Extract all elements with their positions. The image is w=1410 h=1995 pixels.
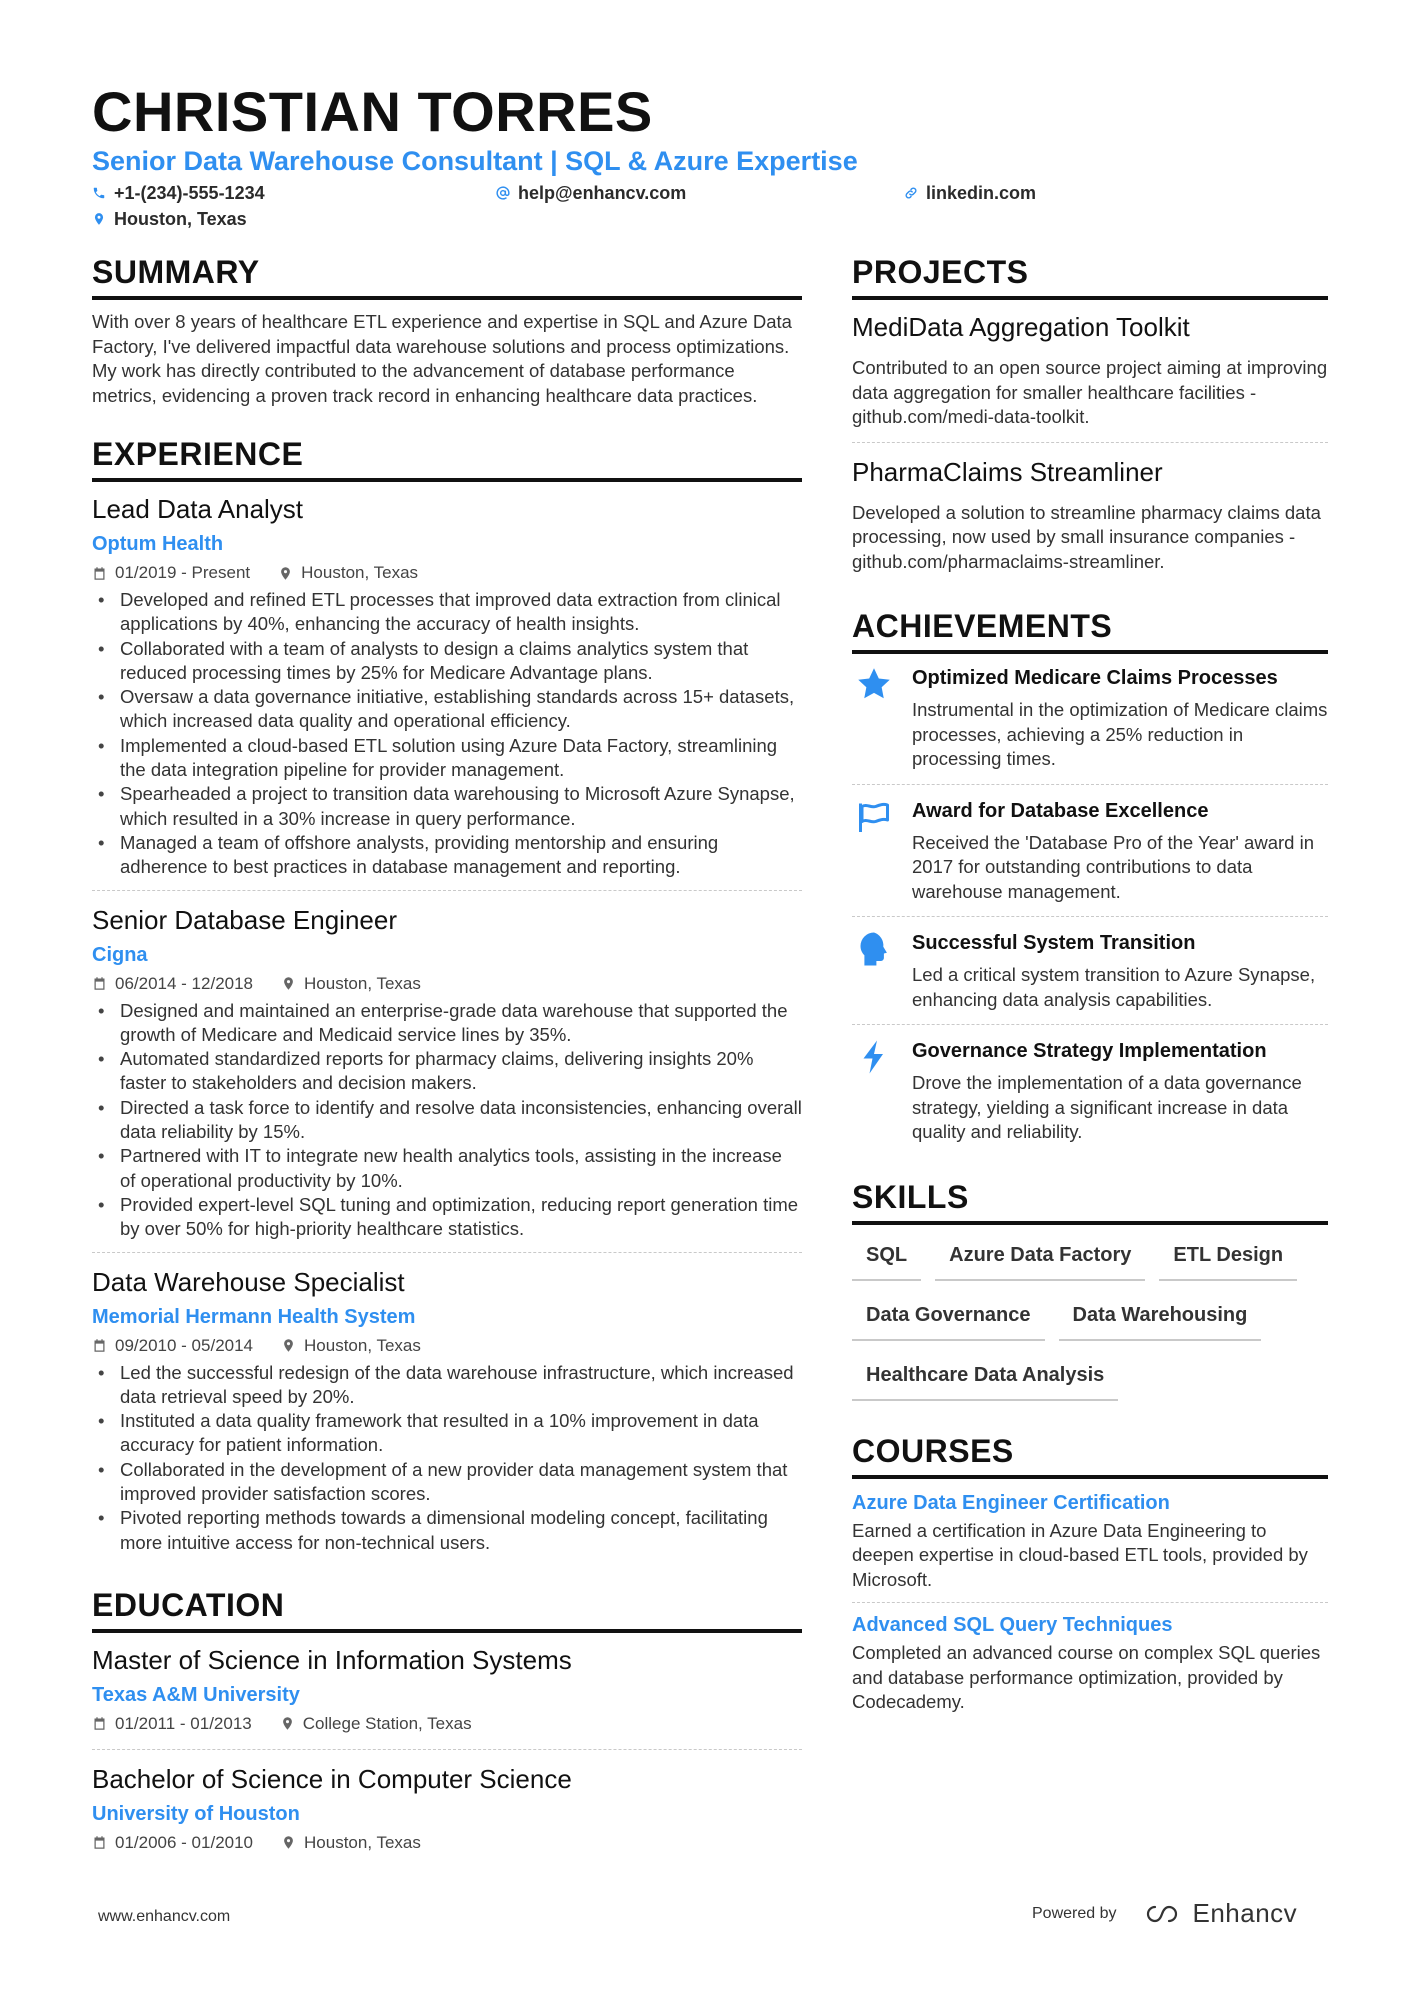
courses-heading: COURSES bbox=[852, 1431, 1328, 1479]
location-pin-icon bbox=[281, 1338, 296, 1353]
location-pin-icon bbox=[92, 212, 106, 226]
achievement-description: Instrumental in the optimization of Medicare claims processes, achieving a 25% reduction in processing times. bbox=[912, 699, 1328, 769]
achievement-title: Governance Strategy Implementation bbox=[912, 1040, 1267, 1062]
project-title: PharmaClaims Streamliner bbox=[852, 456, 1163, 487]
school-name: University of Houston bbox=[92, 1802, 300, 1825]
company-name: Optum Health bbox=[92, 533, 224, 555]
achievement-title: Award for Database Excellence bbox=[912, 799, 1209, 822]
list-item: • Provided expert-level SQL tuning and optimization, reducing report generation time by over 50% for high-priority healthcare statistics. bbox=[92, 1193, 802, 1242]
enhancv-logo[interactable] bbox=[1139, 1898, 1298, 1929]
skill-tag: Azure Data Factory bbox=[935, 1235, 1145, 1281]
list-item: • Instituted a data quality framework that resulted in a 10% improvement in data accuracy for patient information. bbox=[92, 1409, 802, 1458]
lightning-icon bbox=[856, 1039, 892, 1075]
achievement-entry bbox=[852, 929, 1328, 1025]
list-item: • Implemented a cloud-based ETL solution using Azure Data Factory, streamlining the data integration pipeline for provider management. bbox=[92, 734, 802, 783]
summary-heading: SUMMARY bbox=[92, 252, 802, 300]
summary-section bbox=[92, 252, 802, 408]
project-entry bbox=[852, 310, 1328, 443]
contact-linkedin[interactable] bbox=[904, 181, 1036, 205]
job-meta bbox=[92, 971, 802, 997]
skills-section bbox=[852, 1177, 1328, 1401]
education-location: College Station, Texas bbox=[302, 1713, 472, 1733]
job-title: Lead Data Analyst bbox=[92, 494, 304, 524]
job-bullets bbox=[92, 588, 802, 880]
headline: Senior Data Warehouse Consultant | SQL & Azure Expertise bbox=[92, 146, 858, 176]
company-name: Cigna bbox=[92, 943, 148, 966]
project-title: MediData Aggregation Toolkit bbox=[852, 312, 1190, 342]
projects-section bbox=[852, 252, 1328, 586]
achievement-description: Received the 'Database Pro of the Year' award in 2017 for outstanding contributions to data warehouse management. bbox=[912, 831, 1314, 902]
achievement-entry bbox=[852, 664, 1328, 785]
job-title: Data Warehouse Specialist bbox=[92, 1266, 405, 1297]
link-icon bbox=[904, 186, 918, 200]
list-item: • Partnered with IT to integrate new health analytics tools, assisting in the increase of operational productivity by 10%. bbox=[92, 1144, 802, 1193]
education-entry bbox=[92, 1643, 802, 1750]
achievement-description: Drove the implementation of a data governance strategy, yielding a significant increase in data quality and reliability. bbox=[912, 1072, 1302, 1142]
education-dates: 01/2006 - 01/2010 bbox=[115, 1832, 254, 1852]
list-item: • Oversaw a data governance initiative, establishing standards across 15+ datasets, which increased data quality and operational efficiency. bbox=[92, 685, 802, 734]
list-item: • Spearheaded a project to transition data warehousing to Microsoft Azure Synapse, which resulted in a 30% increase in query performance. bbox=[92, 782, 802, 831]
course-title: Advanced SQL Query Techniques bbox=[852, 1614, 1173, 1636]
education-heading: EDUCATION bbox=[92, 1585, 802, 1633]
email-text: help@enhancv.com bbox=[518, 183, 687, 203]
at-icon bbox=[496, 186, 510, 200]
job-entry bbox=[92, 1265, 802, 1565]
courses-section bbox=[852, 1431, 1328, 1725]
degree-title: Bachelor of Science in Computer Science bbox=[92, 1763, 572, 1794]
list-item: • Pivoted reporting methods towards a dimensional modeling concept, facilitating more intuitive access for non-technical users. bbox=[92, 1506, 802, 1555]
calendar-icon bbox=[92, 1338, 107, 1353]
footer-branding bbox=[1032, 1898, 1297, 1929]
job-dates: 06/2014 - 12/2018 bbox=[115, 973, 254, 993]
job-entry bbox=[92, 903, 802, 1253]
location-pin-icon bbox=[278, 566, 293, 581]
enhancv-brand-text: Enhancv bbox=[1192, 1898, 1298, 1928]
list-item: • Developed and refined ETL processes that improved data extraction from clinical applications by 40%, enhancing the accuracy of health insights. bbox=[92, 588, 802, 637]
location-pin-icon bbox=[280, 1716, 295, 1731]
course-entry bbox=[852, 1489, 1328, 1604]
calendar-icon bbox=[92, 1716, 107, 1731]
course-description: Earned a certification in Azure Data Engineering to deepen expertise in cloud-based ETL tools, provided by Microsoft. bbox=[852, 1519, 1308, 1590]
job-title: Senior Database Engineer bbox=[92, 904, 397, 935]
education-meta bbox=[92, 1711, 802, 1737]
school-name: Texas A&M University bbox=[92, 1683, 300, 1706]
skills-list bbox=[852, 1235, 1328, 1401]
projects-heading: PROJECTS bbox=[852, 252, 1328, 300]
course-title: Azure Data Engineer Certification bbox=[852, 1491, 1170, 1514]
contact-email[interactable] bbox=[496, 181, 686, 205]
right-column bbox=[852, 252, 1328, 1751]
location-text: Houston, Texas bbox=[114, 209, 247, 229]
location-pin-icon bbox=[281, 976, 296, 991]
left-column bbox=[92, 252, 802, 1894]
flag-icon bbox=[856, 799, 892, 835]
achievement-entry bbox=[852, 797, 1328, 918]
location-pin-icon bbox=[281, 1835, 296, 1850]
experience-heading: EXPERIENCE bbox=[92, 434, 802, 482]
contact-phone[interactable] bbox=[92, 181, 265, 205]
achievement-description: Led a critical system transition to Azure Synapse, enhancing data analysis capabilities. bbox=[912, 964, 1316, 1010]
skill-tag: Data Warehousing bbox=[1059, 1295, 1262, 1341]
education-location: Houston, Texas bbox=[304, 1832, 421, 1852]
powered-by-label: Powered by bbox=[1032, 1904, 1117, 1922]
job-dates: 01/2019 - Present bbox=[115, 563, 251, 582]
project-description: Contributed to an open source project aiming at improving data aggregation for smaller healthcare facilities - github.com/medi-data-toolkit. bbox=[852, 357, 1328, 427]
list-item: • Designed and maintained an enterprise-grade data warehouse that supported the growth of Medicare and Medicaid service lines by 35%. bbox=[92, 999, 802, 1048]
achievements-heading: ACHIEVEMENTS bbox=[852, 606, 1328, 654]
footer-website[interactable]: www.enhancv.com bbox=[98, 1908, 231, 1925]
list-item: • Collaborated with a team of analysts to design a claims analytics system that reduced processing times by 25% for Medicare Advantage plans. bbox=[92, 637, 802, 686]
list-item: • Led the successful redesign of the data warehouse infrastructure, which increased data retrieval speed by 20%. bbox=[92, 1361, 802, 1410]
calendar-icon bbox=[92, 566, 107, 581]
education-entry bbox=[92, 1762, 802, 1868]
summary-text: With over 8 years of healthcare ETL experience and expertise in SQL and Azure Data Factory, I've delivered impactful data warehouse solutions and process optimizations. My work has directly contributed to the advancement of database performance metrics, evidencing a proven track record in enhancing healthcare data practices. bbox=[92, 311, 792, 406]
job-location: Houston, Texas bbox=[301, 563, 419, 582]
list-item: • Collaborated in the development of a new provider data management system that improved provider satisfaction scores. bbox=[92, 1458, 802, 1507]
course-description: Completed an advanced course on complex SQL queries and database performance optimization, provided by Codecademy. bbox=[852, 1642, 1321, 1712]
education-section bbox=[92, 1585, 802, 1868]
job-meta bbox=[92, 1333, 802, 1359]
enhancv-logo-icon bbox=[1139, 1902, 1185, 1926]
list-item: • Automated standardized reports for pharmacy claims, delivering insights 20% faster to stakeholders and decision makers. bbox=[92, 1047, 802, 1096]
project-description: Developed a solution to streamline pharmacy claims data processing, now used by small insurance companies - github.com/pharmaclaims-streamliner. bbox=[852, 501, 1321, 572]
education-meta bbox=[92, 1830, 802, 1856]
company-name: Memorial Hermann Health System bbox=[92, 1305, 416, 1328]
job-bullets bbox=[92, 999, 802, 1242]
skill-tag: Data Governance bbox=[852, 1295, 1045, 1341]
achievement-entry bbox=[852, 1037, 1328, 1157]
star-icon bbox=[856, 666, 892, 702]
education-dates: 01/2011 - 01/2013 bbox=[115, 1713, 252, 1733]
skill-tag: ETL Design bbox=[1159, 1235, 1297, 1281]
skills-heading: SKILLS bbox=[852, 1177, 1328, 1225]
job-meta bbox=[92, 560, 802, 586]
calendar-icon bbox=[92, 1835, 107, 1850]
phone-text: +1-(234)-555-1234 bbox=[114, 183, 265, 203]
phone-icon bbox=[92, 186, 106, 200]
candidate-name: CHRISTIAN TORRES bbox=[92, 80, 653, 143]
achievement-title: Successful System Transition bbox=[912, 932, 1196, 954]
list-item: • Directed a task force to identify and resolve data inconsistencies, enhancing overall data reliability by 15%. bbox=[92, 1096, 802, 1145]
skill-tag: SQL bbox=[852, 1235, 921, 1281]
job-entry bbox=[92, 492, 802, 891]
job-location: Houston, Texas bbox=[304, 1335, 421, 1355]
course-entry bbox=[852, 1611, 1328, 1725]
achievements-section bbox=[852, 606, 1328, 1157]
contact-location bbox=[92, 207, 247, 231]
list-item: • Managed a team of offshore analysts, providing mentorship and ensuring adherence to best practices in database management and reporting. bbox=[92, 831, 802, 880]
job-bullets bbox=[92, 1361, 802, 1555]
project-entry bbox=[852, 455, 1328, 587]
achievement-title: Optimized Medicare Claims Processes bbox=[912, 667, 1278, 689]
skill-tag: Healthcare Data Analysis bbox=[852, 1355, 1118, 1401]
linkedin-text: linkedin.com bbox=[926, 183, 1037, 203]
calendar-icon bbox=[92, 976, 107, 991]
job-location: Houston, Texas bbox=[304, 973, 421, 993]
job-dates: 09/2010 - 05/2014 bbox=[115, 1335, 254, 1355]
experience-section bbox=[92, 434, 802, 1565]
degree-title: Master of Science in Information Systems bbox=[92, 1644, 572, 1675]
head-icon bbox=[856, 931, 892, 967]
